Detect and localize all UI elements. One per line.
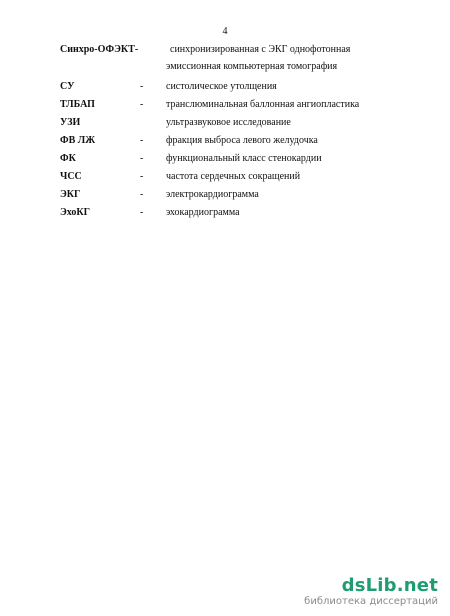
- abbreviation-row: [0, 205, 450, 221]
- abbreviation-term: ФК: [60, 153, 76, 164]
- abbreviation-term: Синхро-ОФЭКТ-: [60, 44, 139, 55]
- abbreviation-definition: транслюминальная баллонная ангиопластика: [166, 99, 360, 110]
- abbreviation-term: УЗИ: [60, 117, 81, 128]
- abbreviation-definition: систолическое утолщения: [166, 81, 277, 92]
- abbreviation-dash: -: [140, 171, 144, 182]
- abbreviation-row: [0, 79, 450, 95]
- abbreviation-dash: -: [140, 99, 144, 110]
- abbreviation-definition: ультразвуковое исследование: [166, 117, 291, 128]
- abbreviation-term: ТЛБАП: [60, 99, 95, 110]
- watermark-logo[interactable]: dsLib.net: [341, 575, 438, 596]
- abbreviation-row: [0, 187, 450, 203]
- abbreviation-row: [0, 42, 450, 58]
- abbreviation-row: [0, 133, 450, 149]
- abbreviation-row: [0, 169, 450, 185]
- abbreviation-term: СУ: [60, 81, 75, 92]
- abbreviation-row: [0, 97, 450, 113]
- abbreviation-row: [0, 115, 450, 131]
- watermark: [304, 576, 438, 608]
- abbreviation-definition: электрокардиограмма: [166, 189, 259, 200]
- abbreviation-dash: -: [140, 153, 144, 164]
- abbreviation-definition: эхокардиограмма: [166, 207, 240, 218]
- watermark-subtitle: библиотека диссертаций: [304, 596, 438, 607]
- abbreviation-definition: функциональный класс стенокардии: [166, 153, 322, 164]
- abbreviation-dash: -: [140, 207, 144, 218]
- abbreviation-dash: -: [140, 189, 144, 200]
- abbreviation-term: ЧСС: [60, 171, 82, 182]
- abbreviation-row: [0, 151, 450, 167]
- abbreviation-term: ФВ ЛЖ: [60, 135, 96, 146]
- abbreviation-term: ЭхоКГ: [60, 207, 91, 218]
- page-number: 4: [222, 26, 228, 37]
- abbreviation-definition-continuation: эмиссионная компьютерная томография: [166, 61, 338, 72]
- abbreviation-definition: частота сердечных сокращений: [166, 171, 301, 182]
- abbreviation-definition: синхронизированная с ЭКГ однофотонная: [170, 44, 351, 55]
- abbreviation-dash: -: [140, 135, 144, 146]
- abbreviation-definition: фракция выброса левого желудочка: [166, 135, 318, 146]
- abbreviation-term: ЭКГ: [60, 189, 81, 200]
- abbreviation-dash: -: [140, 81, 144, 92]
